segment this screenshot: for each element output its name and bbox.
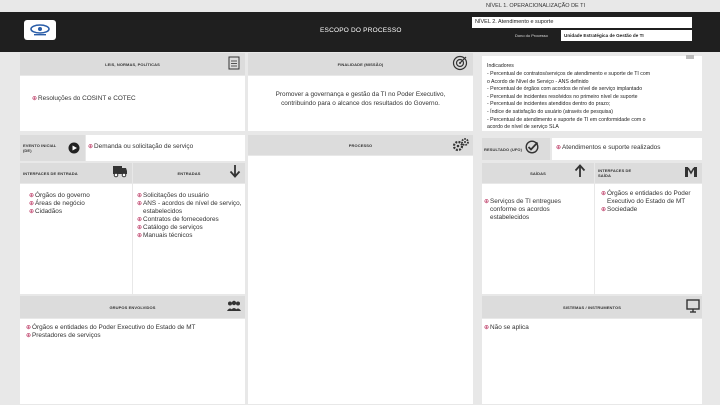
list-item: ⊕ Manuais técnicos — [137, 232, 193, 239]
bullet-icon: ⊕ — [137, 225, 143, 231]
indicadores-panel — [482, 56, 702, 131]
indicador-line: - Percentual de atendimento e suporte de TI em conformidade com o — [487, 116, 646, 123]
bullet-icon: ⊕ — [29, 201, 35, 207]
dono-label: Dono do Processo — [515, 33, 548, 38]
sistemas-panel — [482, 319, 702, 404]
indicador-line: - Percentual de contratos/serviços de atendimento e suporte de TI com — [487, 71, 651, 77]
leis-panel — [20, 76, 245, 131]
list-item: ⊕ Órgãos e entidades do Poder Executivo do Estado de MT — [26, 324, 196, 331]
grupos-title: GRUPOS ENVOLVIDOS — [109, 304, 156, 310]
network-icon — [684, 166, 698, 178]
nivel1-label: NÍVEL 1. OPERACIONALIZAÇÃO DE TI — [486, 3, 586, 9]
list-item: ⊕ Áreas de negócio — [29, 200, 85, 207]
interfaces-entrada-panel — [20, 184, 132, 294]
monitor-icon — [686, 299, 700, 313]
scroll-marker-icon — [686, 55, 694, 59]
bullet-icon: ⊕ — [137, 193, 143, 199]
sistemas-header — [482, 296, 702, 318]
bullet-icon: ⊕ — [484, 325, 490, 331]
bullet-icon: ⊕ — [601, 191, 607, 197]
indicadores-title: Indicadores — [487, 63, 514, 69]
gears-icon — [452, 138, 470, 152]
indicador-line: - Índice de satisfação do usuário (através de pesquisa) — [487, 108, 614, 115]
saidas-panel — [482, 184, 594, 294]
bullet-icon: ⊕ — [484, 199, 490, 205]
indicador-line: acordo de nível de serviço SLA — [487, 124, 559, 131]
bullet-icon: ⊕ — [29, 209, 35, 215]
entradas-title: ENTRADAS — [177, 170, 201, 176]
list-item: ⊕ Contratos de fornecedores — [137, 216, 219, 223]
nivel2-label: NÍVEL 2. Atendimento e suporte — [475, 19, 554, 25]
target-icon — [452, 55, 468, 71]
saidas-title: SAÍDAS — [530, 170, 546, 176]
finalidade-panel — [248, 76, 473, 131]
bullet-icon: ⊕ — [32, 96, 38, 102]
evento-title: EVENTO INICIAL (DE) — [23, 143, 57, 153]
bullet-icon: ⊕ — [556, 145, 562, 151]
list-item: ⊕ Prestadores de serviços — [26, 332, 101, 339]
bullet-icon: ⊕ — [137, 233, 143, 239]
finalidade-header — [248, 53, 473, 75]
indicador-line: - Percentual de incidentes resolvidos no primeiro nível de suporte — [487, 93, 638, 100]
bullet-icon: ⊕ — [29, 193, 35, 199]
checkmark-icon — [525, 140, 539, 154]
processo-title: PROCESSO — [348, 142, 373, 148]
list-item: ⊕ Serviços de TI entregues conforme os acordos estabelecidos — [484, 198, 561, 221]
document-icon — [228, 56, 240, 70]
resultado-title: RESULTADO (UFO) — [484, 146, 523, 152]
nivel2-box — [472, 17, 692, 28]
leis-title: LEIS, NORMAS, POLÍTICAS — [105, 61, 160, 67]
resultado-header — [482, 138, 550, 160]
indicador-line: o Acordo de Nível de Serviço - ANS definido — [487, 78, 589, 85]
indicadores-list — [487, 71, 702, 132]
interfaces-entrada-title: INTERFACES DE ENTRADA — [23, 170, 78, 176]
play-icon — [68, 142, 80, 154]
list-item: ⊕ Não se aplica — [484, 324, 529, 331]
dono-value: Unidade Estratégica de Gestão de TI — [564, 33, 644, 38]
bullet-icon: ⊕ — [26, 333, 32, 339]
arrow-up-icon — [574, 164, 586, 178]
grupos-header — [20, 296, 245, 318]
finalidade-title: FINALIDADE (MISSÃO) — [337, 61, 384, 67]
list-item: ⊕ Cidadãos — [29, 208, 63, 215]
bullet-icon: ⊕ — [137, 217, 143, 223]
list-item: ⊕ Órgãos e entidades do Poder Executivo do Estado de MT — [601, 190, 691, 205]
list-item: ⊕ ANS - acordos de nível de serviço, estabelecidos — [137, 200, 242, 215]
entradas-panel — [133, 184, 245, 294]
truck-icon — [112, 164, 128, 178]
indicador-line: - Percentual de incidentes atendidos dentro do prazo; — [487, 101, 611, 108]
interfaces-saida-panel — [595, 184, 702, 294]
list-item: ⊕ Órgãos do governo — [29, 192, 90, 199]
resultado-panel — [552, 138, 702, 160]
indicador-line: - Percentual de órgãos com acordos de nível de serviço implantado — [487, 86, 643, 93]
processo-panel — [248, 156, 473, 404]
escopo-title: ESCOPO DO PROCESSO — [320, 27, 402, 34]
bullet-icon: ⊕ — [137, 201, 143, 207]
bullet-icon: ⊕ — [26, 325, 32, 331]
logo — [24, 20, 56, 40]
list-item: ⊕ Sociedade — [601, 206, 638, 213]
interfaces-saida-title: INTERFACES DE SAÍDA — [598, 168, 632, 178]
dono-box — [561, 30, 692, 41]
list-item: ⊕ Demanda ou solicitação de serviço — [88, 143, 194, 150]
sistemas-title: SISTEMAS / INSTRUMENTOS — [562, 304, 621, 310]
leis-header — [20, 53, 245, 75]
people-icon — [226, 300, 242, 312]
processo-header — [248, 135, 473, 155]
arrow-down-icon — [229, 164, 241, 178]
grupos-panel — [20, 319, 245, 404]
bullet-icon: ⊕ — [601, 207, 607, 213]
bullet-icon: ⊕ — [88, 144, 94, 150]
list-item: ⊕ Atendimentos e suporte realizados — [556, 144, 661, 151]
finalidade-text: Promover a governança e gestão da TI no Poder Executivo, contribuindo para o alcance dos resultados do Governo. — [275, 91, 446, 107]
list-item: ⊕ Resoluções do COSINT e COTEC — [32, 95, 136, 102]
list-item: ⊕ Solicitações do usuário — [137, 192, 209, 199]
list-item: ⊕ Catálogo de serviços — [137, 224, 203, 231]
evento-panel — [86, 135, 245, 161]
